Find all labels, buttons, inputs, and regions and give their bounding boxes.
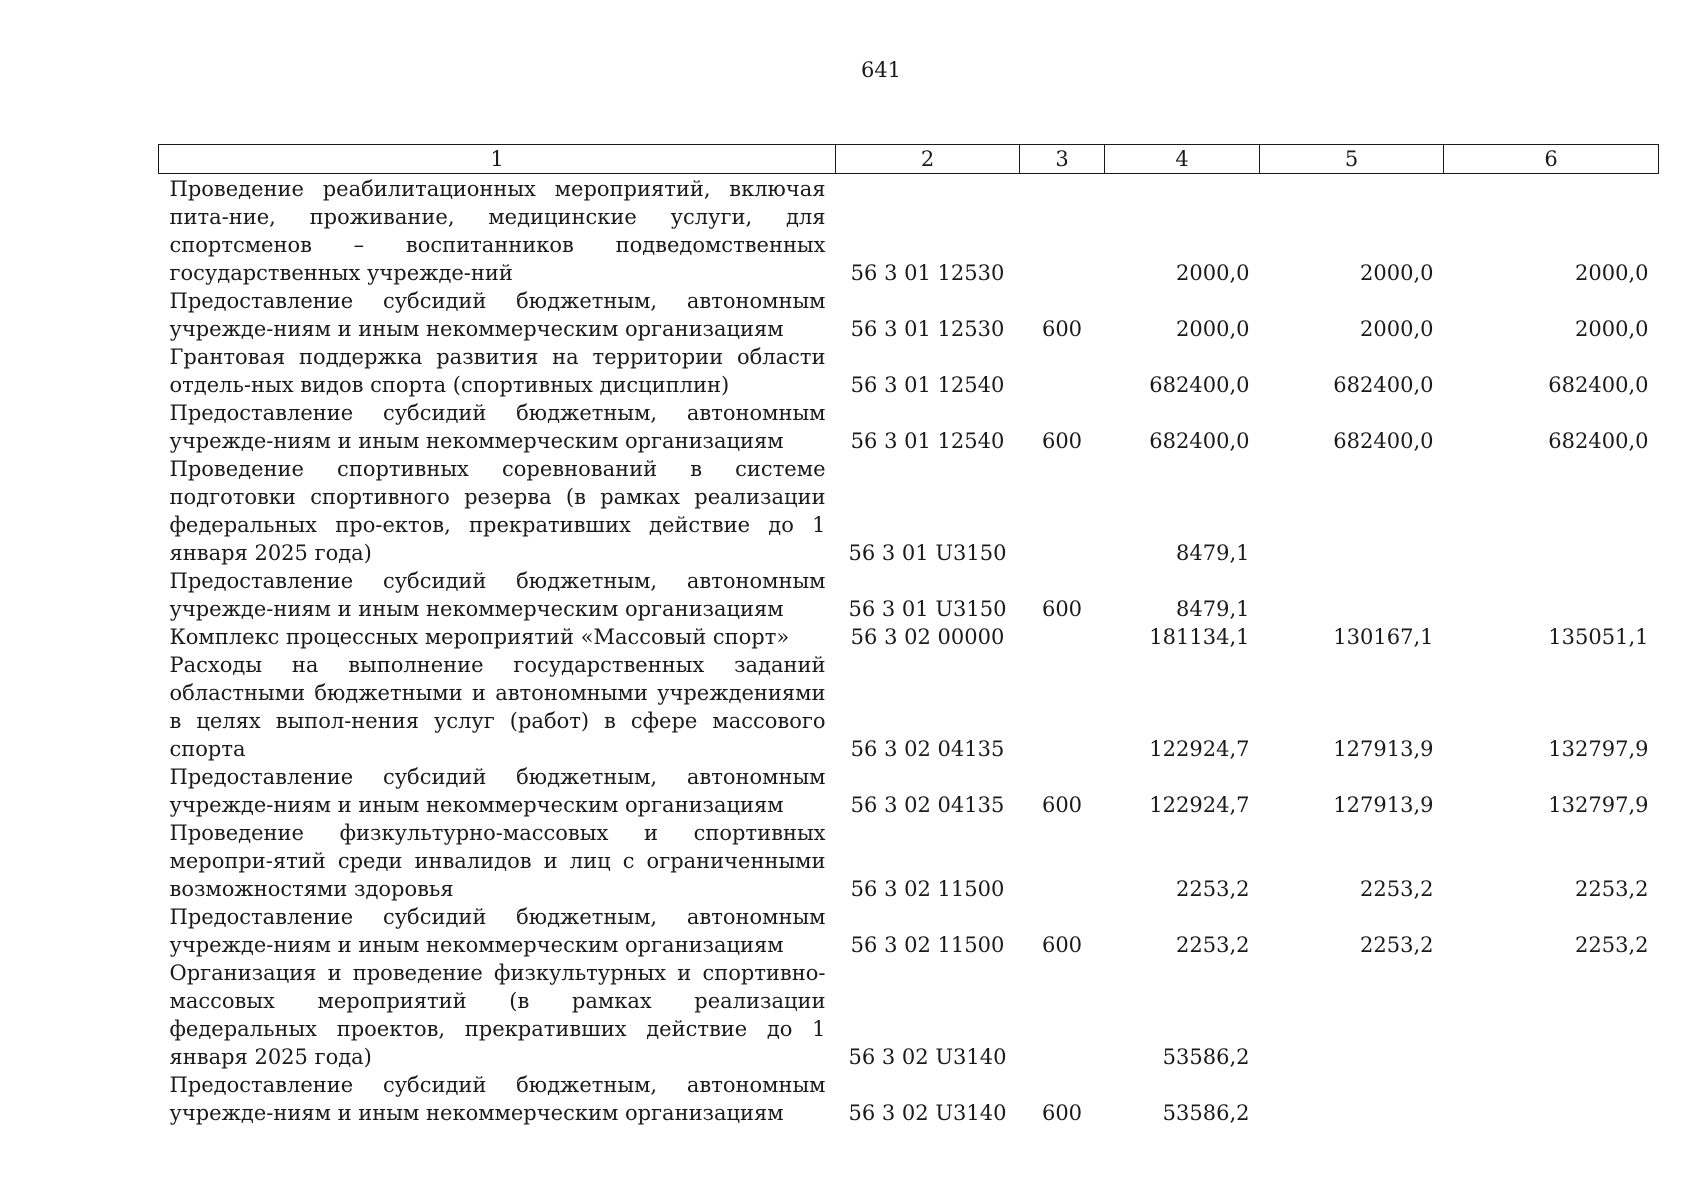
row-code: 56 3 02 U3140: [848, 1101, 1007, 1125]
row-value-col-6: 682400,0: [1548, 429, 1649, 453]
row-code: 56 3 01 12530: [850, 317, 1005, 341]
row-name: Расходы на выполнение государственных заданий областными бюджетными и автономными учреждениями в целях выпол-нения услуг (работ) в сфере массового спорта: [169, 653, 826, 761]
row-value-col-4: 2253,2: [1176, 933, 1250, 957]
row-value-col-4: 181134,1: [1149, 625, 1250, 649]
row-expense-type: 600: [1041, 793, 1083, 817]
row-value-col-6: [1444, 1071, 1659, 1127]
row-value-col-6: 2253,2: [1575, 933, 1649, 957]
row-code: 56 3 02 11500: [850, 877, 1005, 901]
row-expense-type: [1020, 455, 1105, 567]
table-row: [159, 623, 1659, 651]
table-body: [159, 174, 1659, 1128]
row-expense-type: 600: [1041, 317, 1083, 341]
row-value-col-6: 2000,0: [1575, 261, 1649, 285]
row-value-col-5: 2253,2: [1360, 933, 1434, 957]
row-value-col-6: 682400,0: [1548, 373, 1649, 397]
table-row: [159, 174, 1659, 288]
row-value-col-6: 2000,0: [1575, 317, 1649, 341]
row-code: 56 3 01 12530: [850, 261, 1005, 285]
row-name: Предоставление субсидий бюджетным, автономным учрежде-ниям и иным некоммерческим организациям: [169, 765, 826, 817]
row-value-col-5: 682400,0: [1333, 429, 1434, 453]
row-value-col-5: 127913,9: [1333, 737, 1434, 761]
row-name: Предоставление субсидий бюджетным, автономным учрежде-ниям и иным некоммерческим организациям: [169, 289, 826, 341]
row-value-col-5: 682400,0: [1333, 373, 1434, 397]
table-row: [159, 819, 1659, 903]
row-value-col-6: 2253,2: [1575, 877, 1649, 901]
row-code: 56 3 02 U3140: [848, 1045, 1007, 1069]
row-value-col-4: 53586,2: [1162, 1045, 1250, 1069]
row-name: Предоставление субсидий бюджетным, автономным учрежде-ниям и иным некоммерческим организациям: [169, 569, 826, 621]
row-value-col-6: 135051,1: [1548, 625, 1649, 649]
table-row: [159, 343, 1659, 399]
row-code: 56 3 01 12540: [850, 429, 1005, 453]
table-row: [159, 399, 1659, 455]
header-col-3: 3: [1020, 145, 1105, 174]
header-col-2: 2: [836, 145, 1020, 174]
table-row: [159, 651, 1659, 763]
row-expense-type: [1020, 819, 1105, 903]
row-value-col-5: [1260, 455, 1444, 567]
row-name: Комплекс процессных мероприятий «Массовый спорт»: [169, 625, 790, 649]
row-value-col-6: 132797,9: [1548, 737, 1649, 761]
row-name: Проведение физкультурно-массовых и спортивных меропри-ятий среди инвалидов и лиц с ограниченными возможностями здоровья: [169, 821, 826, 901]
row-expense-type: 600: [1041, 597, 1083, 621]
row-value-col-5: [1260, 1071, 1444, 1127]
row-expense-type: [1020, 959, 1105, 1071]
table-row: [159, 567, 1659, 623]
row-name: Предоставление субсидий бюджетным, автономным учрежде-ниям и иным некоммерческим организациям: [169, 401, 826, 453]
table-row: [159, 1071, 1659, 1127]
header-row: [159, 145, 1659, 174]
row-code: 56 3 01 U3150: [848, 597, 1007, 621]
table-row: [159, 763, 1659, 819]
row-expense-type: [1020, 651, 1105, 763]
table-row: [159, 287, 1659, 343]
row-value-col-4: 682400,0: [1149, 373, 1250, 397]
row-value-col-4: 122924,7: [1149, 737, 1250, 761]
row-name: Грантовая поддержка развития на территории области отдель-ных видов спорта (спортивных дисциплин): [169, 345, 826, 397]
header-col-6: 6: [1444, 145, 1659, 174]
row-expense-type: 600: [1041, 933, 1083, 957]
row-expense-type: [1020, 623, 1105, 651]
row-code: 56 3 02 04135: [850, 793, 1005, 817]
table-row: [159, 959, 1659, 1071]
row-value-col-6: [1444, 959, 1659, 1071]
header-col-4: 4: [1105, 145, 1260, 174]
row-value-col-5: 2000,0: [1360, 261, 1434, 285]
row-value-col-5: 2000,0: [1360, 317, 1434, 341]
row-value-col-4: 682400,0: [1149, 429, 1250, 453]
row-value-col-6: [1444, 567, 1659, 623]
row-value-col-5: [1260, 959, 1444, 1071]
row-value-col-4: 8479,1: [1176, 597, 1250, 621]
row-value-col-4: 122924,7: [1149, 793, 1250, 817]
row-value-col-5: 130167,1: [1333, 625, 1434, 649]
row-code: 56 3 02 11500: [850, 933, 1005, 957]
row-value-col-5: [1260, 567, 1444, 623]
row-value-col-4: 8479,1: [1176, 541, 1250, 565]
row-value-col-5: 2253,2: [1360, 877, 1434, 901]
row-code: 56 3 02 04135: [850, 737, 1005, 761]
row-value-col-6: 132797,9: [1548, 793, 1649, 817]
row-name: Предоставление субсидий бюджетным, автономным учрежде-ниям и иным некоммерческим организациям: [169, 1073, 826, 1125]
row-value-col-4: 2253,2: [1176, 877, 1250, 901]
row-name: Предоставление субсидий бюджетным, автономным учрежде-ниям и иным некоммерческим организациям: [169, 905, 826, 957]
row-value-col-5: 127913,9: [1333, 793, 1434, 817]
budget-table: [158, 144, 1659, 1127]
row-expense-type: 600: [1041, 1101, 1083, 1125]
table-header: [159, 145, 1659, 174]
row-value-col-6: [1444, 455, 1659, 567]
row-value-col-4: 2000,0: [1176, 261, 1250, 285]
row-expense-type: [1020, 174, 1105, 288]
row-name: Организация и проведение физкультурных и спортивно-массовых мероприятий (в рамках реализации федеральных проектов, прекративших действие до 1 января 2025 года): [169, 961, 826, 1069]
row-code: 56 3 01 U3150: [848, 541, 1007, 565]
table-row: [159, 903, 1659, 959]
row-expense-type: 600: [1041, 429, 1083, 453]
page-number: 641: [860, 58, 902, 82]
table-row: [159, 455, 1659, 567]
row-value-col-4: 2000,0: [1176, 317, 1250, 341]
header-col-1: 1: [159, 145, 836, 174]
row-code: 56 3 01 12540: [850, 373, 1005, 397]
row-value-col-4: 53586,2: [1162, 1101, 1250, 1125]
row-name: Проведение спортивных соревнований в системе подготовки спортивного резерва (в рамках реализации федеральных про-ектов, прекративших действие до 1 января 2025 года): [169, 457, 826, 565]
row-expense-type: [1020, 343, 1105, 399]
row-code: 56 3 02 00000: [850, 625, 1005, 649]
row-name: Проведение реабилитационных мероприятий, включая пита-ние, проживание, медицинские услуги, для спортсменов – воспитанников подведомственных государственных учрежде-ний: [169, 177, 826, 285]
header-col-5: 5: [1260, 145, 1444, 174]
